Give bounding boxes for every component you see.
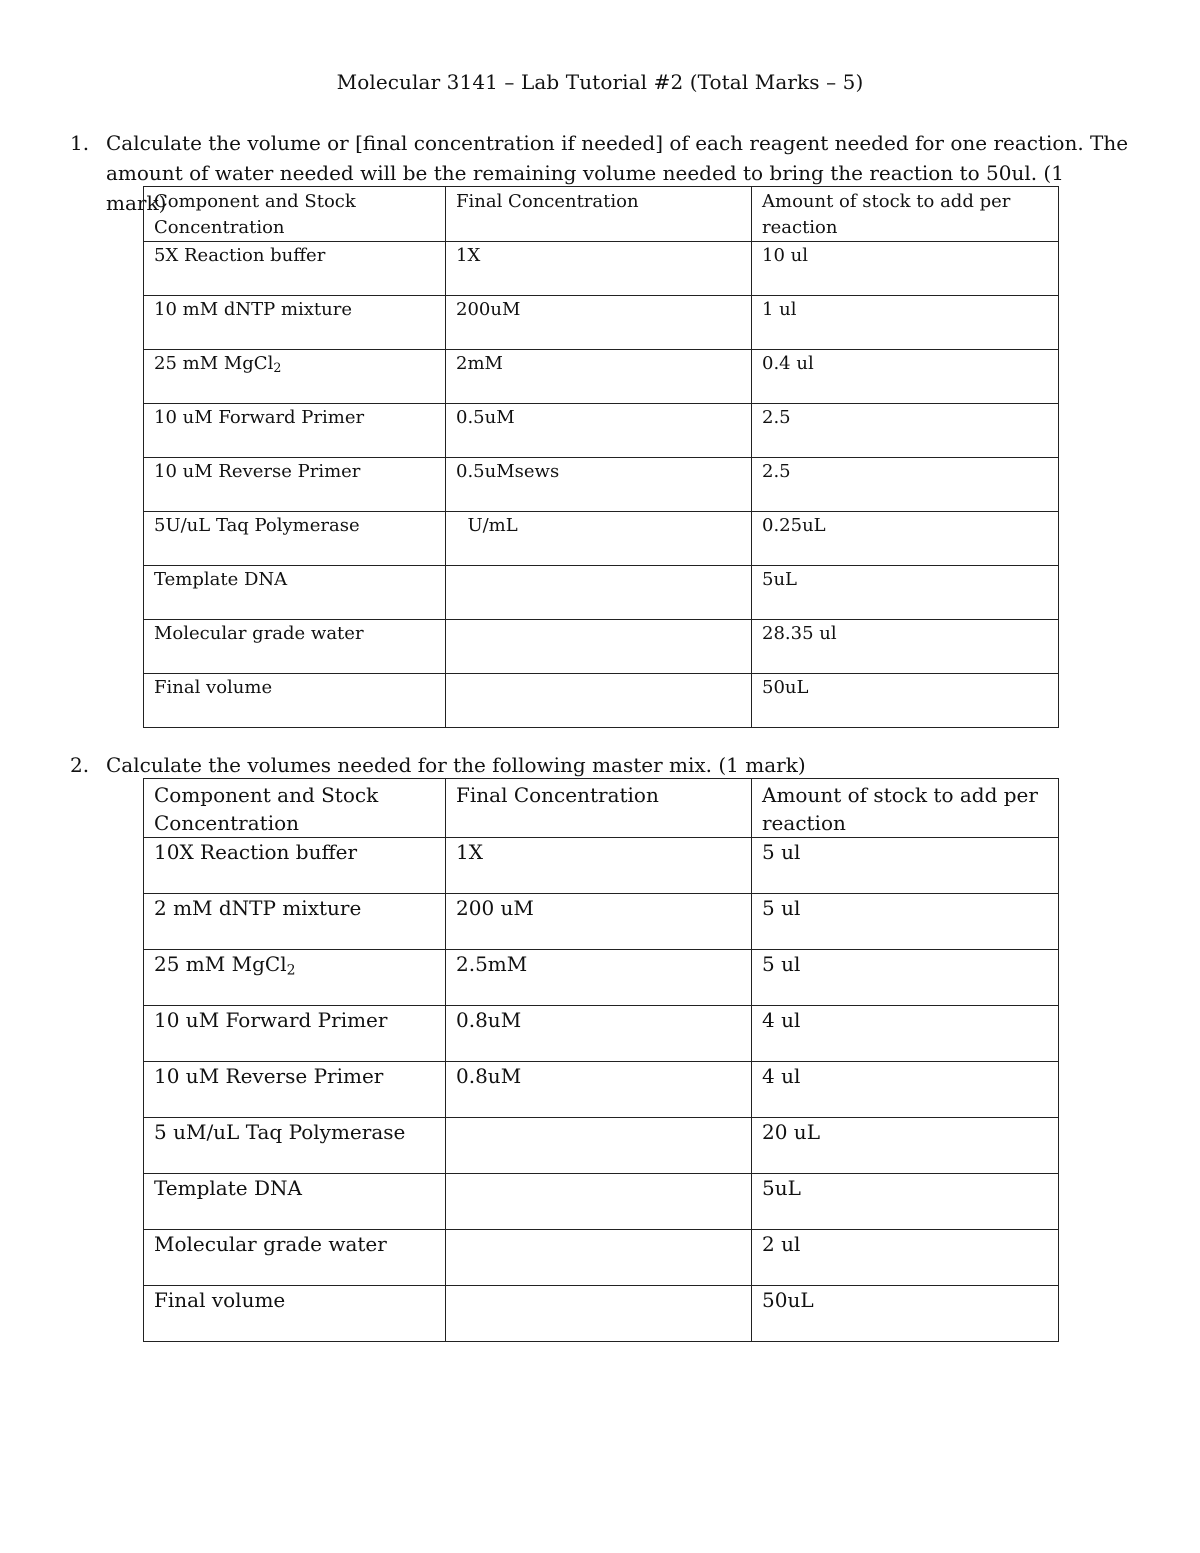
table-row [144, 512, 1059, 566]
cell-component: 5U/uL Taq Polymerase [144, 512, 446, 566]
cell-final-concentration: U/mL [446, 512, 752, 566]
table-row [144, 838, 1059, 894]
cell-amount: 10 ul [752, 242, 1059, 296]
header-amount: Amount of stock to add per reaction [752, 779, 1059, 838]
cell-final-concentration: 0.8uM [446, 1062, 752, 1118]
question-text: Calculate the volume or [final concentration if needed] of each reagent needed for one reaction. The amount of water needed will be the remaining volume needed to bring the reaction to 50ul. (1 mark) [106, 131, 1129, 215]
cell-amount: 5uL [752, 566, 1059, 620]
cell-final-concentration: 0.8uM [446, 1006, 752, 1062]
question-2 [70, 750, 1130, 780]
question-text: Calculate the volumes needed for the following master mix. (1 mark) [106, 753, 806, 777]
cell-amount: 1 ul [752, 296, 1059, 350]
cell-amount: 0.25uL [752, 512, 1059, 566]
table-row [144, 350, 1059, 404]
table-row [144, 1062, 1059, 1118]
table-row [144, 674, 1059, 728]
cell-final-concentration [446, 566, 752, 620]
table-row [144, 566, 1059, 620]
cell-final-concentration [446, 620, 752, 674]
cell-amount: 50uL [752, 674, 1059, 728]
cell-final-concentration: 0.5uMsews [446, 458, 752, 512]
header-amount: Amount of stock to add per reaction [752, 187, 1059, 242]
cell-component: Molecular grade water [144, 620, 446, 674]
question-number: 2. [70, 753, 90, 777]
cell-component: Template DNA [144, 566, 446, 620]
cell-final-concentration [446, 1230, 752, 1286]
cell-component: 2 mM dNTP mixture [144, 894, 446, 950]
cell-final-concentration: 2.5mM [446, 950, 752, 1006]
cell-component: Final volume [144, 674, 446, 728]
table-row [144, 1174, 1059, 1230]
cell-amount: 2.5 [752, 404, 1059, 458]
header-component: Component and Stock Concentration [144, 779, 446, 838]
cell-amount: 4 ul [752, 1062, 1059, 1118]
cell-component: Template DNA [144, 1174, 446, 1230]
cell-component: 10 uM Forward Primer [144, 1006, 446, 1062]
reagent-table-2 [143, 778, 1059, 1342]
cell-component: 10 uM Forward Primer [144, 404, 446, 458]
table-header-row [144, 779, 1059, 838]
header-final-concentration: Final Concentration [446, 779, 752, 838]
cell-amount: 5 ul [752, 894, 1059, 950]
cell-amount: 5uL [752, 1174, 1059, 1230]
cell-final-concentration [446, 1118, 752, 1174]
cell-final-concentration: 1X [446, 838, 752, 894]
cell-component: 10 mM dNTP mixture [144, 296, 446, 350]
cell-amount: 20 uL [752, 1118, 1059, 1174]
table-row [144, 458, 1059, 512]
table-row [144, 242, 1059, 296]
cell-final-concentration [446, 1174, 752, 1230]
cell-component: Final volume [144, 1286, 446, 1342]
table-row [144, 1118, 1059, 1174]
table-row [144, 950, 1059, 1006]
cell-final-concentration: 2mM [446, 350, 752, 404]
cell-amount: 50uL [752, 1286, 1059, 1342]
cell-amount: 28.35 ul [752, 620, 1059, 674]
table-row [144, 620, 1059, 674]
table-header-row [144, 187, 1059, 242]
cell-amount: 5 ul [752, 838, 1059, 894]
cell-final-concentration: 200 uM [446, 894, 752, 950]
cell-component: 5X Reaction buffer [144, 242, 446, 296]
header-component: Component and Stock Concentration [144, 187, 446, 242]
cell-component: 25 mM MgCl$_2$ [144, 350, 446, 404]
table-row [144, 894, 1059, 950]
cell-amount: 2.5 [752, 458, 1059, 512]
cell-component: 10 uM Reverse Primer [144, 1062, 446, 1118]
table-row [144, 1006, 1059, 1062]
question-number: 1. [70, 131, 90, 155]
cell-amount: 0.4 ul [752, 350, 1059, 404]
cell-final-concentration [446, 674, 752, 728]
cell-final-concentration: 200uM [446, 296, 752, 350]
cell-amount: 2 ul [752, 1230, 1059, 1286]
cell-component: Molecular grade water [144, 1230, 446, 1286]
cell-final-concentration: 1X [446, 242, 752, 296]
cell-amount: 5 ul [752, 950, 1059, 1006]
reagent-table-1 [143, 186, 1059, 728]
cell-component: 10X Reaction buffer [144, 838, 446, 894]
cell-component: 5 uM/uL Taq Polymerase [144, 1118, 446, 1174]
table-row [144, 1230, 1059, 1286]
cell-amount: 4 ul [752, 1006, 1059, 1062]
cell-final-concentration: 0.5uM [446, 404, 752, 458]
cell-component: 25 mM MgCl$_2$ [144, 950, 446, 1006]
header-final-concentration: Final Concentration [446, 187, 752, 242]
table-row [144, 296, 1059, 350]
table-row [144, 404, 1059, 458]
page-title: Molecular 3141 – Lab Tutorial #2 (Total Marks – 5) [336, 70, 864, 94]
cell-component: 10 uM Reverse Primer [144, 458, 446, 512]
cell-final-concentration [446, 1286, 752, 1342]
table-row [144, 1286, 1059, 1342]
